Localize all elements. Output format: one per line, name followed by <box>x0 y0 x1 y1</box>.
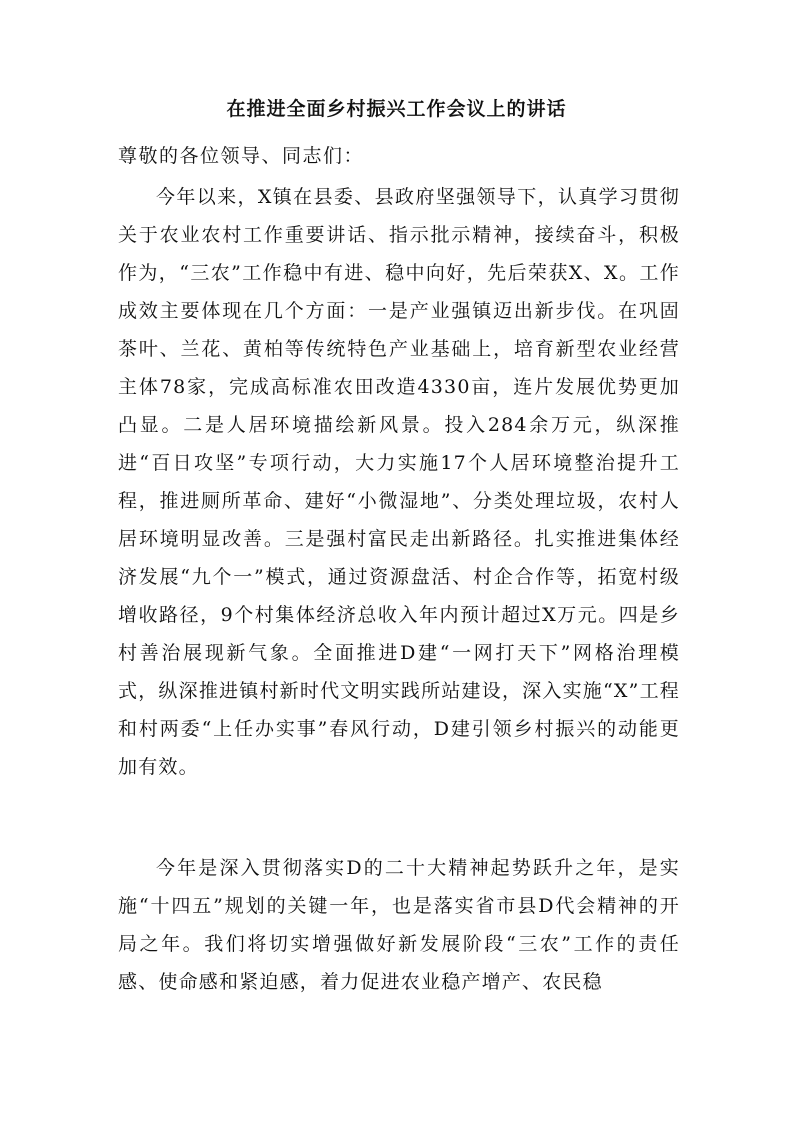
paragraph-achievements: 今年以来，X镇在县委、县政府坚强领导下，认真学习贯彻关于农业农村工作重要讲话、指示批示精神，接续奋斗，积极作为，“三农”工作稳中有进、稳中向好，先后荣获X、X。工作成效主要体现在几个方面：一是产业强镇迈出新步伐。在巩固茶叶、兰花、黄柏等传统特色产业基础上，培育新型农业经营主体78家，完成高标准农田改造4330亩，连片发展优势更加凸显。二是人居环境描绘新风景。投入284余万元，纵深推进“百日攻坚”专项行动，大力实施17个人居环境整治提升工程，推进厕所革命、建好“小微湿地”、分类处理垃圾，农村人居环境明显改善。三是强村富民走出新路径。扎实推进集体经济发展“九个一”模式，通过资源盘活、村企合作等，拓宽村级增收路径，9个村集体经济总收入年内预计超过X万元。四是乡村善治展现新气象。全面推进D建“一网打天下”网格治理模式，纵深推进镇村新时代文明实践所站建设，深入实施“X”工程和村两委“上任办实事”春风行动，D建引领乡村振兴的动能更加有效。 <box>118 186 680 778</box>
document-title: 在推进全面乡村振兴工作会议上的讲话 <box>226 98 567 120</box>
salutation: 尊敬的各位领导、同志们： <box>118 145 365 167</box>
paragraph-plans: 今年是深入贯彻落实D的二十大精神起势跃升之年，是实施“十四五”规划的关键一年，也是落实省市县D代会精神的开局之年。我们将切实增强做好新发展阶段“三农”工作的责任感、使命感和紧迫感，着力促进农业稳产增产、农民稳 <box>118 857 680 993</box>
